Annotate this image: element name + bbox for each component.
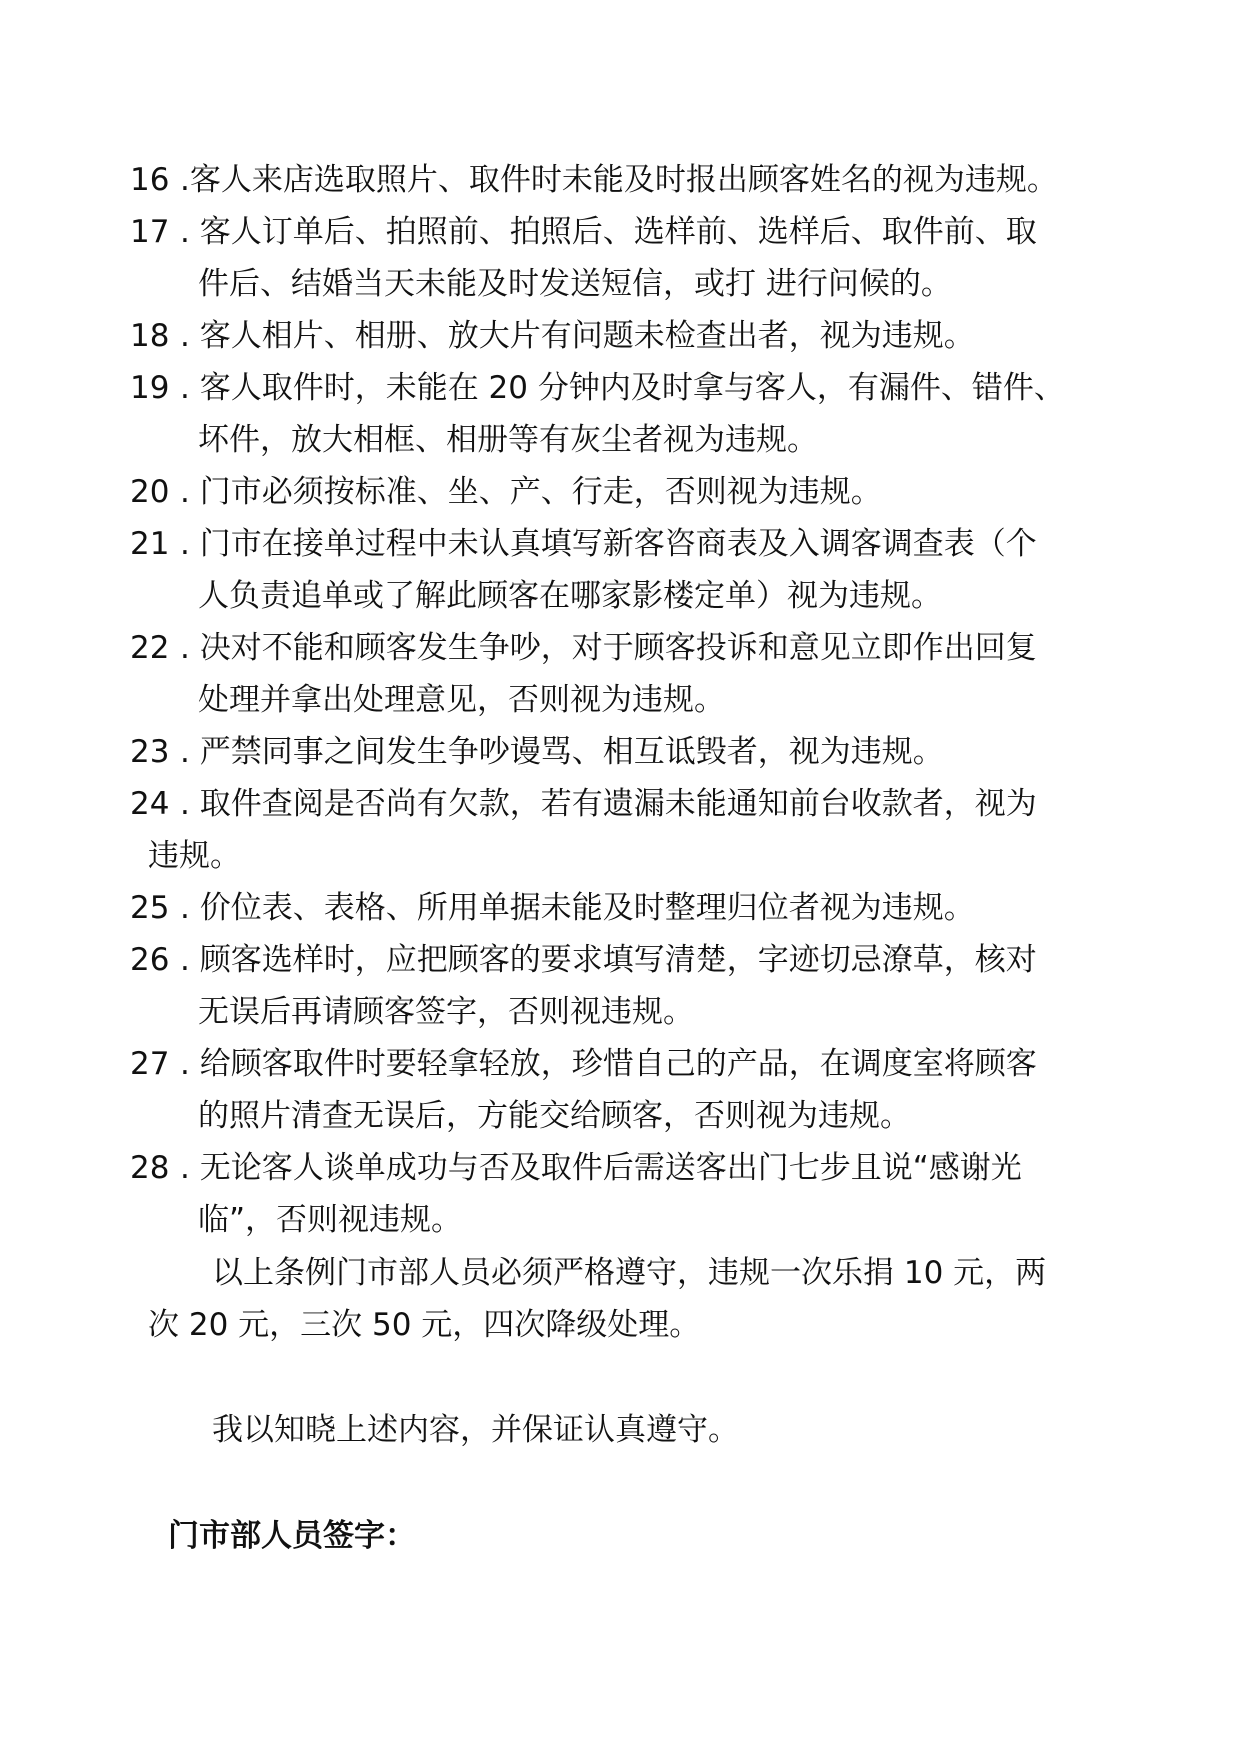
rule-text-line: 无误后再请顾客签字，否则视违规。: [198, 994, 694, 1030]
rule-number: 21: [130, 526, 170, 562]
rule-text-line: . 取件查阅是否尚有欠款，若有遗漏未能通知前台收款者，视为: [180, 786, 1037, 822]
rule-number: 18: [130, 318, 170, 354]
rule-number: 28: [130, 1150, 170, 1186]
rule-text-line: 坏件，放大相框、相册等有灰尘者视为违规。: [198, 422, 818, 458]
rule-text-line: . 客人相片、相册、放大片有问题未检查出者，视为违规。: [180, 318, 975, 354]
rule-text-line: . 客人订单后、拍照前、拍照后、选样前、选样后、取件前、取: [180, 214, 1037, 250]
summary-line-2: 次 20 元，三次 50 元，四次降级处理。: [148, 1307, 701, 1343]
rule-number: 20: [130, 474, 170, 510]
summary-line-1: 以上条例门市部人员必须严格遵守，违规一次乐捐 10 元，两: [212, 1255, 1047, 1291]
rule-number: 26: [130, 942, 170, 978]
rule-text-line: . 价位表、表格、所用单据未能及时整理归位者视为违规。: [180, 890, 975, 926]
rule-number: 25: [130, 890, 170, 926]
signature-label: 门市部人员签字：: [168, 1518, 416, 1554]
rule-text-line: . 门市在接单过程中未认真填写新客咨商表及入调客调查表（个: [180, 526, 1037, 562]
rule-text-line: 件后、结婚当天未能及时发送短信，或打 进行问候的。: [198, 266, 952, 302]
acknowledgement-text: 我以知晓上述内容，并保证认真遵守。: [212, 1412, 739, 1448]
rule-text-line: .客人来店选取照片、取件时未能及时报出顾客姓名的视为违规。: [180, 162, 1058, 198]
rule-text-line: 违规。: [148, 838, 241, 874]
rule-number: 24: [130, 786, 170, 822]
rule-text-line: . 严禁同事之间发生争吵谩骂、相互诋毁者，视为违规。: [180, 734, 944, 770]
rule-number: 22: [130, 630, 170, 666]
rule-text-line: . 客人取件时，未能在 20 分钟内及时拿与客人，有漏件、错件、: [180, 370, 1065, 406]
rule-text-line: 临”，否则视违规。: [198, 1202, 463, 1238]
rule-number: 23: [130, 734, 170, 770]
rule-number: 19: [130, 370, 170, 406]
rule-text-line: . 无论客人谈单成功与否及取件后需送客出门七步且说“感谢光: [180, 1150, 1022, 1186]
rule-text-line: 的照片清查无误后，方能交给顾客，否则视为违规。: [198, 1098, 911, 1134]
rule-text-line: . 顾客选样时，应把顾客的要求填写清楚，字迹切忌潦草，核对: [180, 942, 1037, 978]
rule-number: 27: [130, 1046, 170, 1082]
rule-text-line: . 门市必须按标准、坐、产、行走，否则视为违规。: [180, 474, 882, 510]
rule-text-line: 人负责追单或了解此顾客在哪家影楼定单）视为违规。: [198, 578, 942, 614]
rule-text-line: 处理并拿出处理意见，否则视为违规。: [198, 682, 725, 718]
rule-number: 16: [130, 162, 170, 198]
rule-number: 17: [130, 214, 170, 250]
rule-text-line: . 给顾客取件时要轻拿轻放，珍惜自己的产品，在调度室将顾客: [180, 1046, 1037, 1082]
rule-text-line: . 决对不能和顾客发生争吵，对于顾客投诉和意见立即作出回复: [180, 630, 1037, 666]
